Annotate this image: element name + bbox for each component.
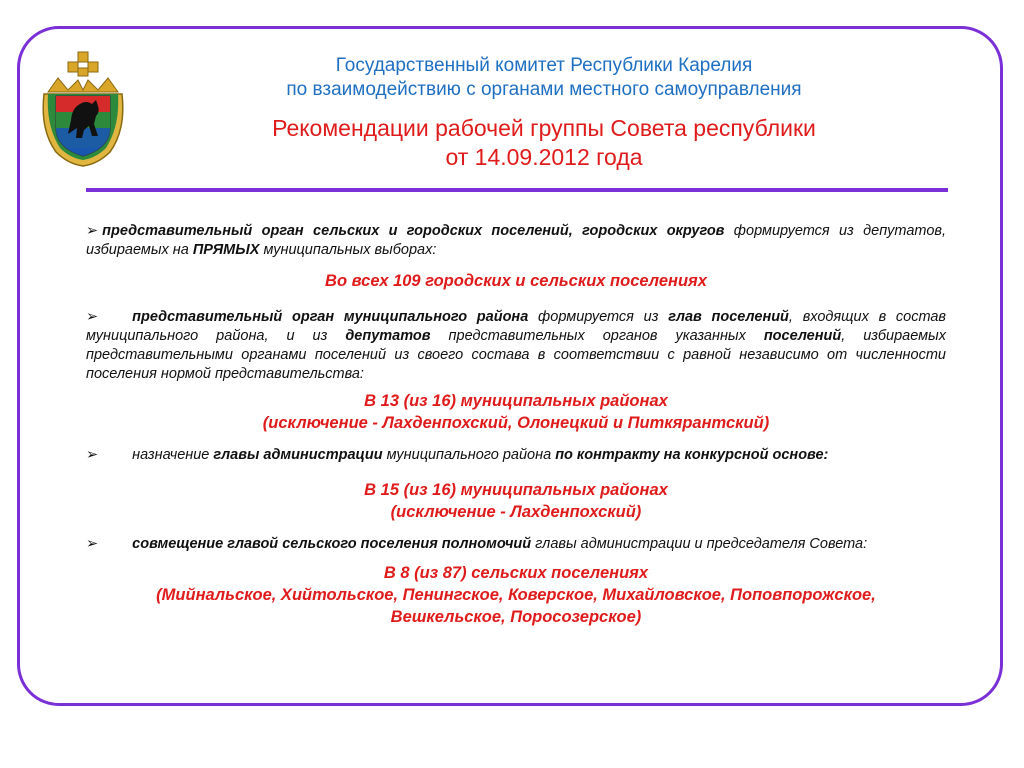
- header-divider: [86, 188, 948, 192]
- section-2-text: ➢ представительный орган муниципального района формируется из глав поселений, входящих в состав муниципального района, и из депутатов представительных органов указанных поселений, избираемых представительными органами поселений из своего состава в соответствии с равной независимо от численности поселения нормой представительства:: [86, 309, 946, 382]
- section-4-text: ➢ совмещение главой сельского поселения полномочий главы администрации и председателя Совета:: [86, 536, 868, 552]
- bullet-arrow-icon: ➢: [86, 536, 99, 552]
- bullet-arrow-icon: ➢: [86, 309, 99, 325]
- karelia-coat-of-arms-icon: [38, 50, 128, 168]
- section-1-highlight: Во всех 109 городских и сельских поселениях: [325, 272, 707, 290]
- section-2-highlight: В 13 (из 16) муниципальных районах (исключение - Лахденпохский, Олонецкий и Питкярантский): [262, 392, 770, 432]
- committee-name: Государственный комитет Республики Карелия по взаимодействию с органами местного самоуправления: [286, 55, 802, 100]
- bullet-arrow-icon: ➢: [86, 223, 99, 239]
- section-4-highlight: В 8 (из 87) сельских поселениях (Мийнальское, Хийтольское, Пенингское, Коверское, Михайловское, Поповпорожское, Вешкельское, Поросозерское): [156, 564, 876, 626]
- slide-content: [86, 222, 946, 628]
- section-3-highlight: В 15 (из 16) муниципальных районах (исключение - Лахденпохский): [364, 481, 668, 521]
- bullet-arrow-icon: ➢: [86, 447, 99, 463]
- recommendations-title: Рекомендации рабочей группы Совета республики от 14.09.2012 года: [272, 115, 816, 170]
- section-1-text: ➢ представительный орган сельских и городских поселений, городских округов формируется из депутатов, избираемых на ПРЯМЫХ муниципальных выборах:: [86, 223, 946, 258]
- section-3-text: ➢ назначение главы администрации муниципального района по контракту на конкурсной основе:: [86, 447, 829, 463]
- page-header: [140, 54, 948, 172]
